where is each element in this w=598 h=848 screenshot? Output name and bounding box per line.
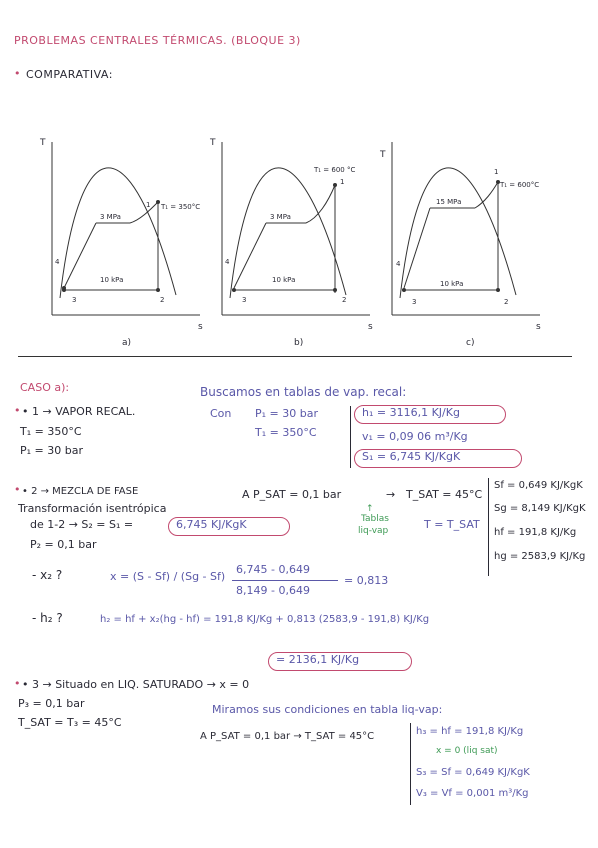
h2-question: - h₂ ? — [32, 611, 63, 625]
hg-value: hg = 2583,9 KJ/Kg — [494, 551, 586, 562]
x0-note: x = 0 (liq sat) — [436, 746, 498, 756]
green-up-arrow: ↑ — [366, 504, 374, 514]
point-4-a: 4 — [55, 258, 60, 266]
h2-result: = 2136,1 KJ/Kg — [276, 653, 360, 666]
step2-p2: P₂ = 0,1 bar — [30, 538, 97, 551]
v1-value: v₁ = 0,09 06 m³/Kg — [362, 430, 468, 443]
con-t1: T₁ = 350°C — [255, 426, 317, 439]
s-axis-label-c: s — [536, 322, 541, 332]
t-equals-tsat: T = T_SAT — [424, 518, 480, 531]
high-pressure-c: 15 MPa — [436, 198, 462, 206]
notes-page: PROBLEMAS CENTRALES TÉRMICAS. (BLOQUE 3) • COMPARATIVA: T s 3 MPa 10 kPa T₁ = 350°C 1 2 3 4 a) T s 3 MPa 10 kPa T₁ = 600 °C 1 2 3 4 b) T s 15 MPa 10 kPa T₁ = 600°C 1 2 3 4 c) CASO a): Buscamos en tablas de vap. recal: • • 1 → VAPOR RECAL. T₁ = 350°C P₁ = 30 bar Con P₁ = 30 bar T₁ = 350°C h₁ = 3116,1 KJ/Kg v₁ = 0,09 06 m³/Kg S₁ = 6,745 KJ/KgK • • 2 → MEZCLA DE FASE Transformación isentrópica de 1-2 → S₂ = S₁ = 6,745 KJ/KgK P₂ = 0,1 bar A P_SAT = 0,1 bar → T_SAT = 45°C ↑ Tablas liq-vap T = T_SAT Sf = 0,649 KJ/KgK Sg = 8,149 KJ/KgK hf = 191,8 KJ/Kg hg = 2583,9 KJ/Kg - x₂ ? x = (S - Sf) / (Sg - Sf) 6,745 - 0,649 8,149 - 0,649 = 0,813 - h₂ ? h₂ = hf + x₂(hg - hf) = 191,8 KJ/Kg + 0,813 (2583,9 - 191,8) KJ/Kg = 2136,1 KJ/Kg • • 3 → Situado en LIQ. SATURADO → x = 0 P₃ = 0,1 bar T_SAT = T₃ = 45°C Miramos sus condiciones en tabla liq-vap: A P_SAT = 0,1 bar → T_SAT = 45°C h₃ = hf = 191,8 KJ/Kg x = 0 (liq sat) S₃ = Sf = 0,649 KJ/KgK V₃ = Vf = 0,001 m³/Kg — [0, 0, 598, 848]
tablas-label: Tablas — [361, 514, 389, 524]
step1-p1: P₁ = 30 bar — [20, 444, 83, 457]
caso-heading: CASO a): — [20, 381, 70, 394]
h2-formula: h₂ = hf + x₂(hg - hf) = 191,8 KJ/Kg + 0,813 (2583,9 - 191,8) KJ/Kg — [100, 614, 430, 625]
page-title: PROBLEMAS CENTRALES TÉRMICAS. (BLOQUE 3) — [14, 34, 301, 47]
point-3-a: 3 — [72, 296, 77, 304]
sf-value: Sf = 0,649 KJ/KgK — [494, 480, 583, 491]
buscamos-text: Buscamos en tablas de vap. recal: — [200, 385, 407, 399]
sg-value: Sg = 8,149 KJ/KgK — [494, 503, 586, 514]
con-p1: P₁ = 30 bar — [255, 407, 318, 420]
point-1-a: 1 — [146, 201, 151, 209]
temperature-a: T₁ = 350°C — [161, 203, 201, 211]
caption-c: c) — [466, 338, 475, 348]
temperature-b: T₁ = 600 °C — [314, 166, 356, 174]
s-axis-label-b: s — [368, 322, 373, 332]
point-2-c: 2 — [504, 298, 509, 306]
caption-b: b) — [294, 338, 304, 348]
s-axis-label-a: s — [198, 322, 203, 332]
temperature-c: T₁ = 600°C — [500, 181, 540, 189]
high-pressure-b: 3 MPa — [270, 213, 291, 221]
t-axis-label-b: T — [210, 138, 216, 148]
t-axis-label-a: T — [40, 138, 46, 148]
x2-result: = 0,813 — [344, 574, 389, 587]
step2-heading: • 2 → MEZCLA DE FASE — [22, 486, 139, 497]
step2-tsat: T_SAT = 45°C — [406, 488, 483, 501]
step3-tsat: T_SAT = T₃ = 45°C — [18, 716, 122, 729]
point-2-a: 2 — [160, 296, 165, 304]
low-pressure-b: 10 kPa — [272, 276, 296, 284]
low-pressure-a: 10 kPa — [100, 276, 124, 284]
con-label: Con — [210, 407, 232, 420]
bullet: • — [14, 67, 21, 80]
step3-a-psat: A P_SAT = 0,1 bar → T_SAT = 45°C — [200, 731, 375, 742]
hf-value: hf = 191,8 KJ/Kg — [494, 527, 577, 538]
step3-p3: P₃ = 0,1 bar — [18, 697, 85, 710]
divider — [18, 356, 572, 357]
comparativa-heading: COMPARATIVA: — [26, 68, 113, 81]
v3-value: V₃ = Vf = 0,001 m³/Kg — [416, 788, 529, 799]
point-4-b: 4 — [225, 258, 230, 266]
step3-heading: • 3 → Situado en LIQ. SATURADO → x = 0 — [22, 678, 250, 691]
x2-formula: x = (S - Sf) / (Sg - Sf) — [110, 570, 226, 583]
step2-transformacion: Transformación isentrópica — [18, 502, 167, 515]
step2-a-psat: A P_SAT = 0,1 bar — [242, 488, 342, 501]
point-3-b: 3 — [242, 296, 247, 304]
s1-value: S₁ = 6,745 KJ/KgK — [362, 450, 461, 463]
miramos-text: Miramos sus condiciones en tabla liq-vap: — [212, 703, 443, 716]
step2-de12: de 1-2 → S₂ = S₁ = — [30, 518, 134, 531]
liq-vap-label: liq-vap — [358, 526, 389, 536]
s3-value: S₃ = Sf = 0,649 KJ/KgK — [416, 767, 530, 778]
point-2-b: 2 — [342, 296, 347, 304]
x2-denominator: 8,149 - 0,649 — [236, 584, 310, 597]
ts-diagrams — [0, 130, 598, 355]
caption-a: a) — [122, 338, 132, 348]
ts-diagram-a — [52, 142, 200, 315]
point-1-b: 1 — [340, 178, 345, 186]
high-pressure-a: 3 MPa — [100, 213, 121, 221]
h3-value: h₃ = hf = 191,8 KJ/Kg — [416, 726, 524, 737]
t-axis-label-c: T — [380, 150, 386, 160]
point-4-c: 4 — [396, 260, 401, 268]
x2-question: - x₂ ? — [32, 568, 63, 582]
point-1-c: 1 — [494, 168, 499, 176]
low-pressure-c: 10 kPa — [440, 280, 464, 288]
ts-diagram-c — [392, 142, 540, 315]
point-3-c: 3 — [412, 298, 417, 306]
h1-value: h₁ = 3116,1 KJ/Kg — [362, 406, 460, 419]
step2-arrow: → — [386, 488, 396, 501]
s2-value: 6,745 KJ/KgK — [176, 518, 247, 531]
step1-heading: • 1 → VAPOR RECAL. — [22, 405, 136, 418]
x2-numerator: 6,745 - 0,649 — [236, 563, 310, 576]
step1-t1: T₁ = 350°C — [20, 425, 82, 438]
